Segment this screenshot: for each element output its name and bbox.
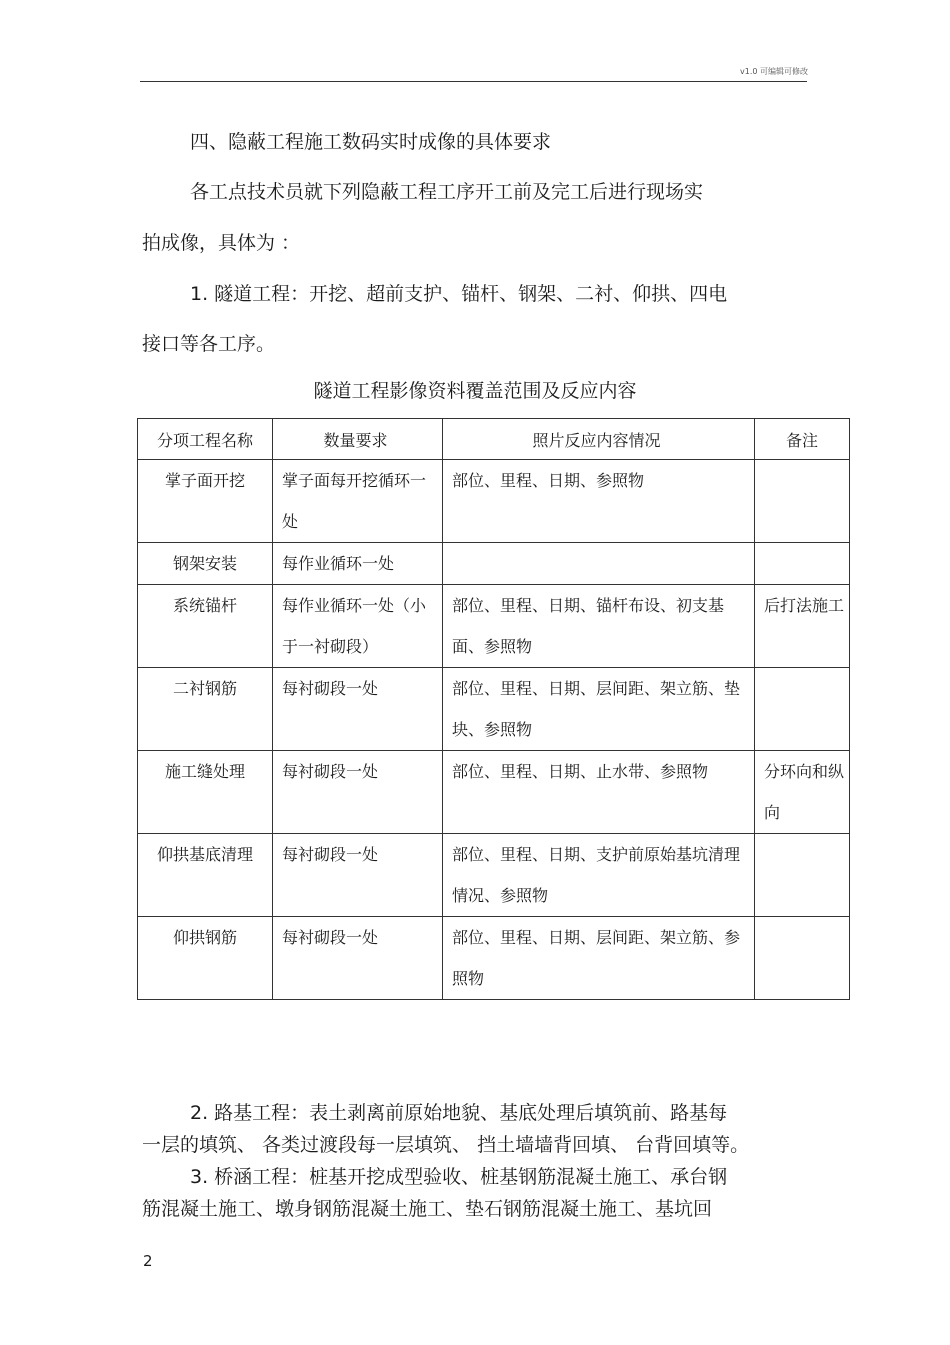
- cell-quantity: 每衬砌段一处: [273, 751, 443, 834]
- header-version-text: v1.0 可编辑可修改: [740, 67, 808, 76]
- item1-line-1: 1. 隧道工程：开挖、超前支护、锚杆、钢架、二衬、仰拱、四电: [190, 283, 728, 305]
- item2-line-1: 2. 路基工程：表土剥离前原始地貌、基底处理后填筑前、路基每: [190, 1102, 728, 1124]
- cell-content: 部位、里程、日期、支护前原始基坑清理情况、参照物: [443, 834, 755, 917]
- table-row: [138, 585, 850, 668]
- page-number: 2: [143, 1252, 153, 1270]
- item1-line-2: 接口等各工序。: [142, 333, 276, 355]
- cell-quantity: 每作业循环一处（小于一衬砌段）: [273, 585, 443, 668]
- cell-content: 部位、里程、日期、止水带、参照物: [443, 751, 755, 834]
- header-rule: [140, 81, 807, 82]
- item3-line-2: 筋混凝土施工、墩身钢筋混凝土施工、垫石钢筋混凝土施工、基坑回: [142, 1198, 713, 1220]
- header-note: 备注: [755, 419, 850, 460]
- cell-note: [755, 543, 850, 585]
- cell-note: [755, 917, 850, 1000]
- header-quantity: 数量要求: [273, 419, 443, 460]
- cell-name: 掌子面开挖: [138, 460, 273, 543]
- header-content: 照片反应内容情况: [443, 419, 755, 460]
- table-header-row: [138, 419, 850, 460]
- cell-name: 系统锚杆: [138, 585, 273, 668]
- cell-note: [755, 460, 850, 543]
- cell-content: 部位、里程、日期、层间距、架立筋、垫块、参照物: [443, 668, 755, 751]
- cell-content: 部位、里程、日期、锚杆布设、初支基面、参照物: [443, 585, 755, 668]
- cell-note: 后打法施工: [755, 585, 850, 668]
- cell-name: 仰拱基底清理: [138, 834, 273, 917]
- intro-line-1: 各工点技术员就下列隐蔽工程工序开工前及完工后进行现场实: [190, 181, 704, 203]
- cell-quantity: 每衬砌段一处: [273, 834, 443, 917]
- table-row: [138, 834, 850, 917]
- cell-name: 二衬钢筋: [138, 668, 273, 751]
- cell-quantity: 每衬砌段一处: [273, 668, 443, 751]
- cell-note: [755, 834, 850, 917]
- cell-quantity: 每衬砌段一处: [273, 917, 443, 1000]
- cell-note: 分环向和纵向: [755, 751, 850, 834]
- cell-note: [755, 668, 850, 751]
- cell-content: 部位、里程、日期、参照物: [443, 460, 755, 543]
- cell-name: 仰拱钢筋: [138, 917, 273, 1000]
- cell-name: 钢架安装: [138, 543, 273, 585]
- header-name: 分项工程名称: [138, 419, 273, 460]
- table-row: [138, 751, 850, 834]
- table-row: [138, 543, 850, 585]
- item2-line-2: 一层的填筑、 各类过渡段每一层填筑、 挡土墙墙背回填、 台背回填等。: [142, 1134, 750, 1156]
- cell-quantity: 每作业循环一处: [273, 543, 443, 585]
- intro-line-2: 拍成像，具体为 ：: [142, 232, 301, 254]
- table-row: [138, 917, 850, 1000]
- cell-name: 施工缝处理: [138, 751, 273, 834]
- table-caption: 隧道工程影像资料覆盖范围及反应内容: [313, 380, 637, 402]
- requirements-table: [137, 418, 850, 1000]
- cell-quantity: 掌子面每开挖循环一处: [273, 460, 443, 543]
- table-row: [138, 460, 850, 543]
- item3-line-1: 3. 桥涵工程：桩基开挖成型验收、桩基钢筋混凝土施工、承台钢: [190, 1166, 728, 1188]
- cell-content: [443, 543, 755, 585]
- cell-content: 部位、里程、日期、层间距、架立筋、参照物: [443, 917, 755, 1000]
- table-row: [138, 668, 850, 751]
- section-heading: 四、隐蔽工程施工数码实时成像的具体要求: [190, 131, 552, 153]
